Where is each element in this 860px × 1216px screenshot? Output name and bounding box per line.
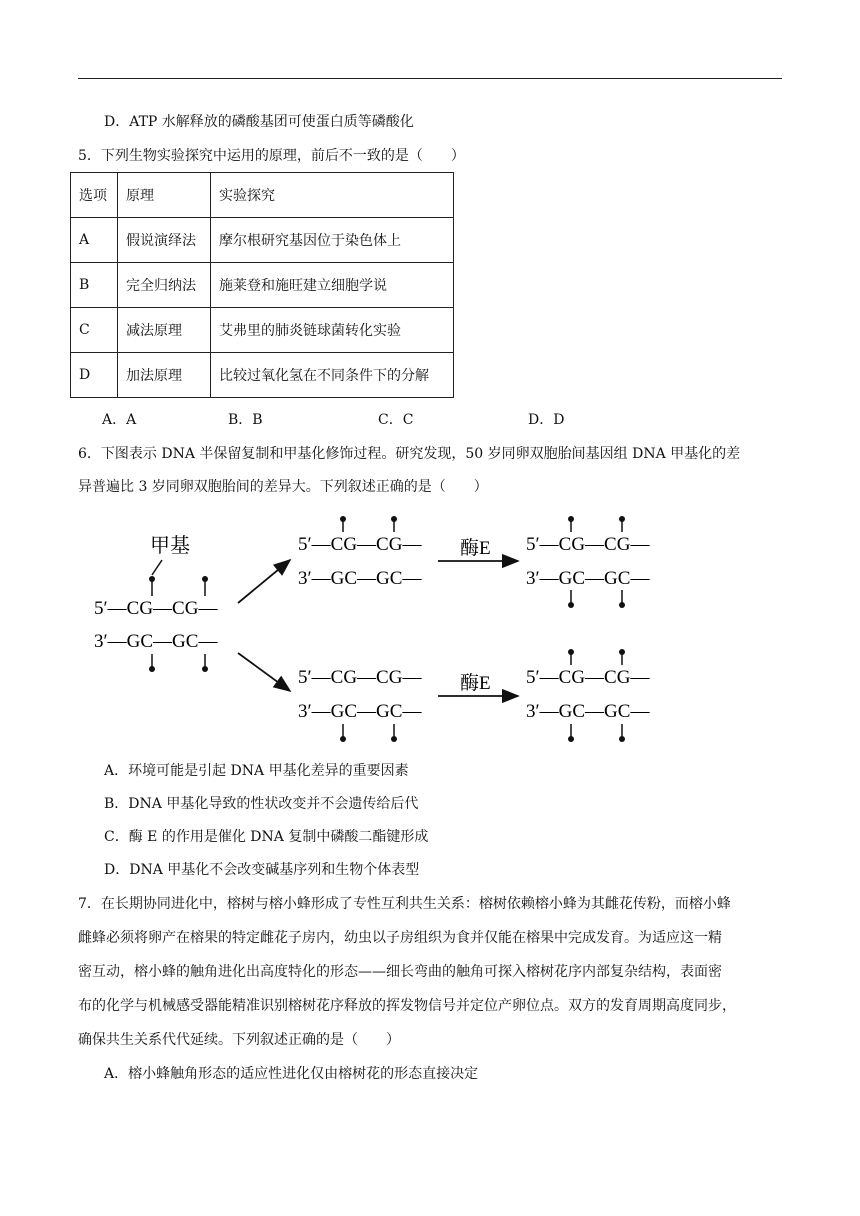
table-row	[71, 263, 454, 308]
lower-daughter-dna	[298, 667, 422, 742]
q7-line-2: 雌蜂必须将卵产在榕果的特定雌花子房内，幼虫以子房组织为食并仅能在榕果中完成发育。为适应这一精	[78, 930, 722, 946]
lower-daughter-top-strand: 5′—CG—CG—	[298, 667, 422, 688]
q7-line-5: 确保共生关系代代延续。下列叙述正确的是（ ）	[78, 1032, 400, 1048]
q6-stem-line2: 异普遍比 3 岁同卵双胞胎间的差异大。下列叙述正确的是（ ）	[78, 479, 488, 495]
table-header-cell: 原理	[118, 173, 211, 218]
table-cell: 完全归纳法	[118, 263, 211, 308]
table-header-cell: 实验探究	[211, 173, 454, 218]
table-cell: 假说演绎法	[118, 218, 211, 263]
header-rule	[78, 78, 782, 79]
upper-daughter-bottom-strand: 3′—GC—GC—	[298, 568, 422, 589]
lower-daughter-bottom-strand: 3′—GC—GC—	[298, 701, 422, 722]
q6-option-c: C．酶 E 的作用是催化 DNA 复制中磷酸二酯键形成	[104, 829, 429, 845]
q5-option-b: B．B	[228, 412, 263, 428]
table-row	[71, 308, 454, 353]
table-cell: 加法原理	[118, 353, 211, 398]
q7-line-3: 密互动，榕小蜂的触角进化出高度特化的形态——细长弯曲的触角可探入榕树花序内部复杂结构，表面密	[78, 964, 722, 980]
table-cell: D	[71, 353, 118, 398]
table-row	[71, 218, 454, 263]
table-cell: 摩尔根研究基因位于染色体上	[211, 218, 454, 263]
dna-methylation-figure	[90, 508, 680, 748]
table-cell: 减法原理	[118, 308, 211, 353]
q5-option-a: A．A	[102, 412, 137, 428]
parent-dna	[94, 576, 218, 672]
upper-daughter-dna	[298, 516, 422, 589]
table-cell: 艾弗里的肺炎链球菌转化实验	[211, 308, 454, 353]
lower-replication-arrow	[238, 653, 290, 691]
methyl-label: 甲基	[150, 535, 190, 557]
q6-option-b: B．DNA 甲基化导致的性状改变并不会遗传给后代	[104, 796, 419, 812]
upper-product-top-strand: 5′—CG—CG—	[526, 534, 650, 555]
q5-stem: 5．下列生物实验探究中运用的原理，前后不一致的是（ ）	[78, 148, 465, 164]
parent-bottom-strand: 3′—GC—GC—	[94, 631, 218, 652]
table-header-row	[71, 173, 454, 218]
table-cell: C	[71, 308, 118, 353]
upper-replication-arrow	[238, 560, 290, 603]
q7-line-1: 7．在长期协同进化中，榕树与榕小蜂形成了专性互利共生关系：榕树依赖榕小蜂为其雌花传粉，而榕小蜂	[78, 896, 731, 912]
q6-stem-line1: 6．下图表示 DNA 半保留复制和甲基化修饰过程。研究发现，50 岁同卵双胞胎间基因组 DNA 甲基化的差	[78, 446, 741, 462]
upper-product-bottom-strand: 3′—GC—GC—	[526, 568, 650, 589]
q7-option-a: A．榕小蜂触角形态的适应性进化仅由榕树花的形态直接决定	[104, 1066, 479, 1082]
table-cell: A	[71, 218, 118, 263]
enzyme-e-label-lower: 酶E	[460, 673, 491, 694]
q4-option-d: D．ATP 水解释放的磷酸基团可使蛋白质等磷酸化	[104, 114, 414, 130]
q5-table	[70, 172, 454, 398]
upper-daughter-top-strand: 5′—CG—CG—	[298, 534, 422, 555]
lower-product-bottom-strand: 3′—GC—GC—	[526, 701, 650, 722]
q5-option-d: D．D	[528, 412, 565, 428]
table-header-cell: 选项	[71, 173, 118, 218]
upper-product-dna	[526, 516, 650, 608]
table-cell: 施莱登和施旺建立细胞学说	[211, 263, 454, 308]
lower-product-top-strand: 5′—CG—CG—	[526, 667, 650, 688]
enzyme-e-label-upper: 酶E	[460, 538, 491, 559]
table-row	[71, 353, 454, 398]
q6-option-d: D．DNA 甲基化不会改变碱基序列和生物个体表型	[104, 862, 420, 878]
lower-product-dna	[526, 649, 650, 742]
q7-line-4: 布的化学与机械感受器能精准识别榕树花序释放的挥发物信号并定位产卵位点。双方的发育周期高度同步，	[78, 998, 736, 1014]
parent-top-strand: 5′—CG—CG—	[94, 598, 218, 619]
table-cell: B	[71, 263, 118, 308]
methyl-pointer-line	[152, 560, 162, 575]
table-cell: 比较过氧化氢在不同条件下的分解	[211, 353, 454, 398]
q6-option-a: A．环境可能是引起 DNA 甲基化差异的重要因素	[104, 763, 409, 779]
q5-option-c: C．C	[378, 412, 414, 428]
